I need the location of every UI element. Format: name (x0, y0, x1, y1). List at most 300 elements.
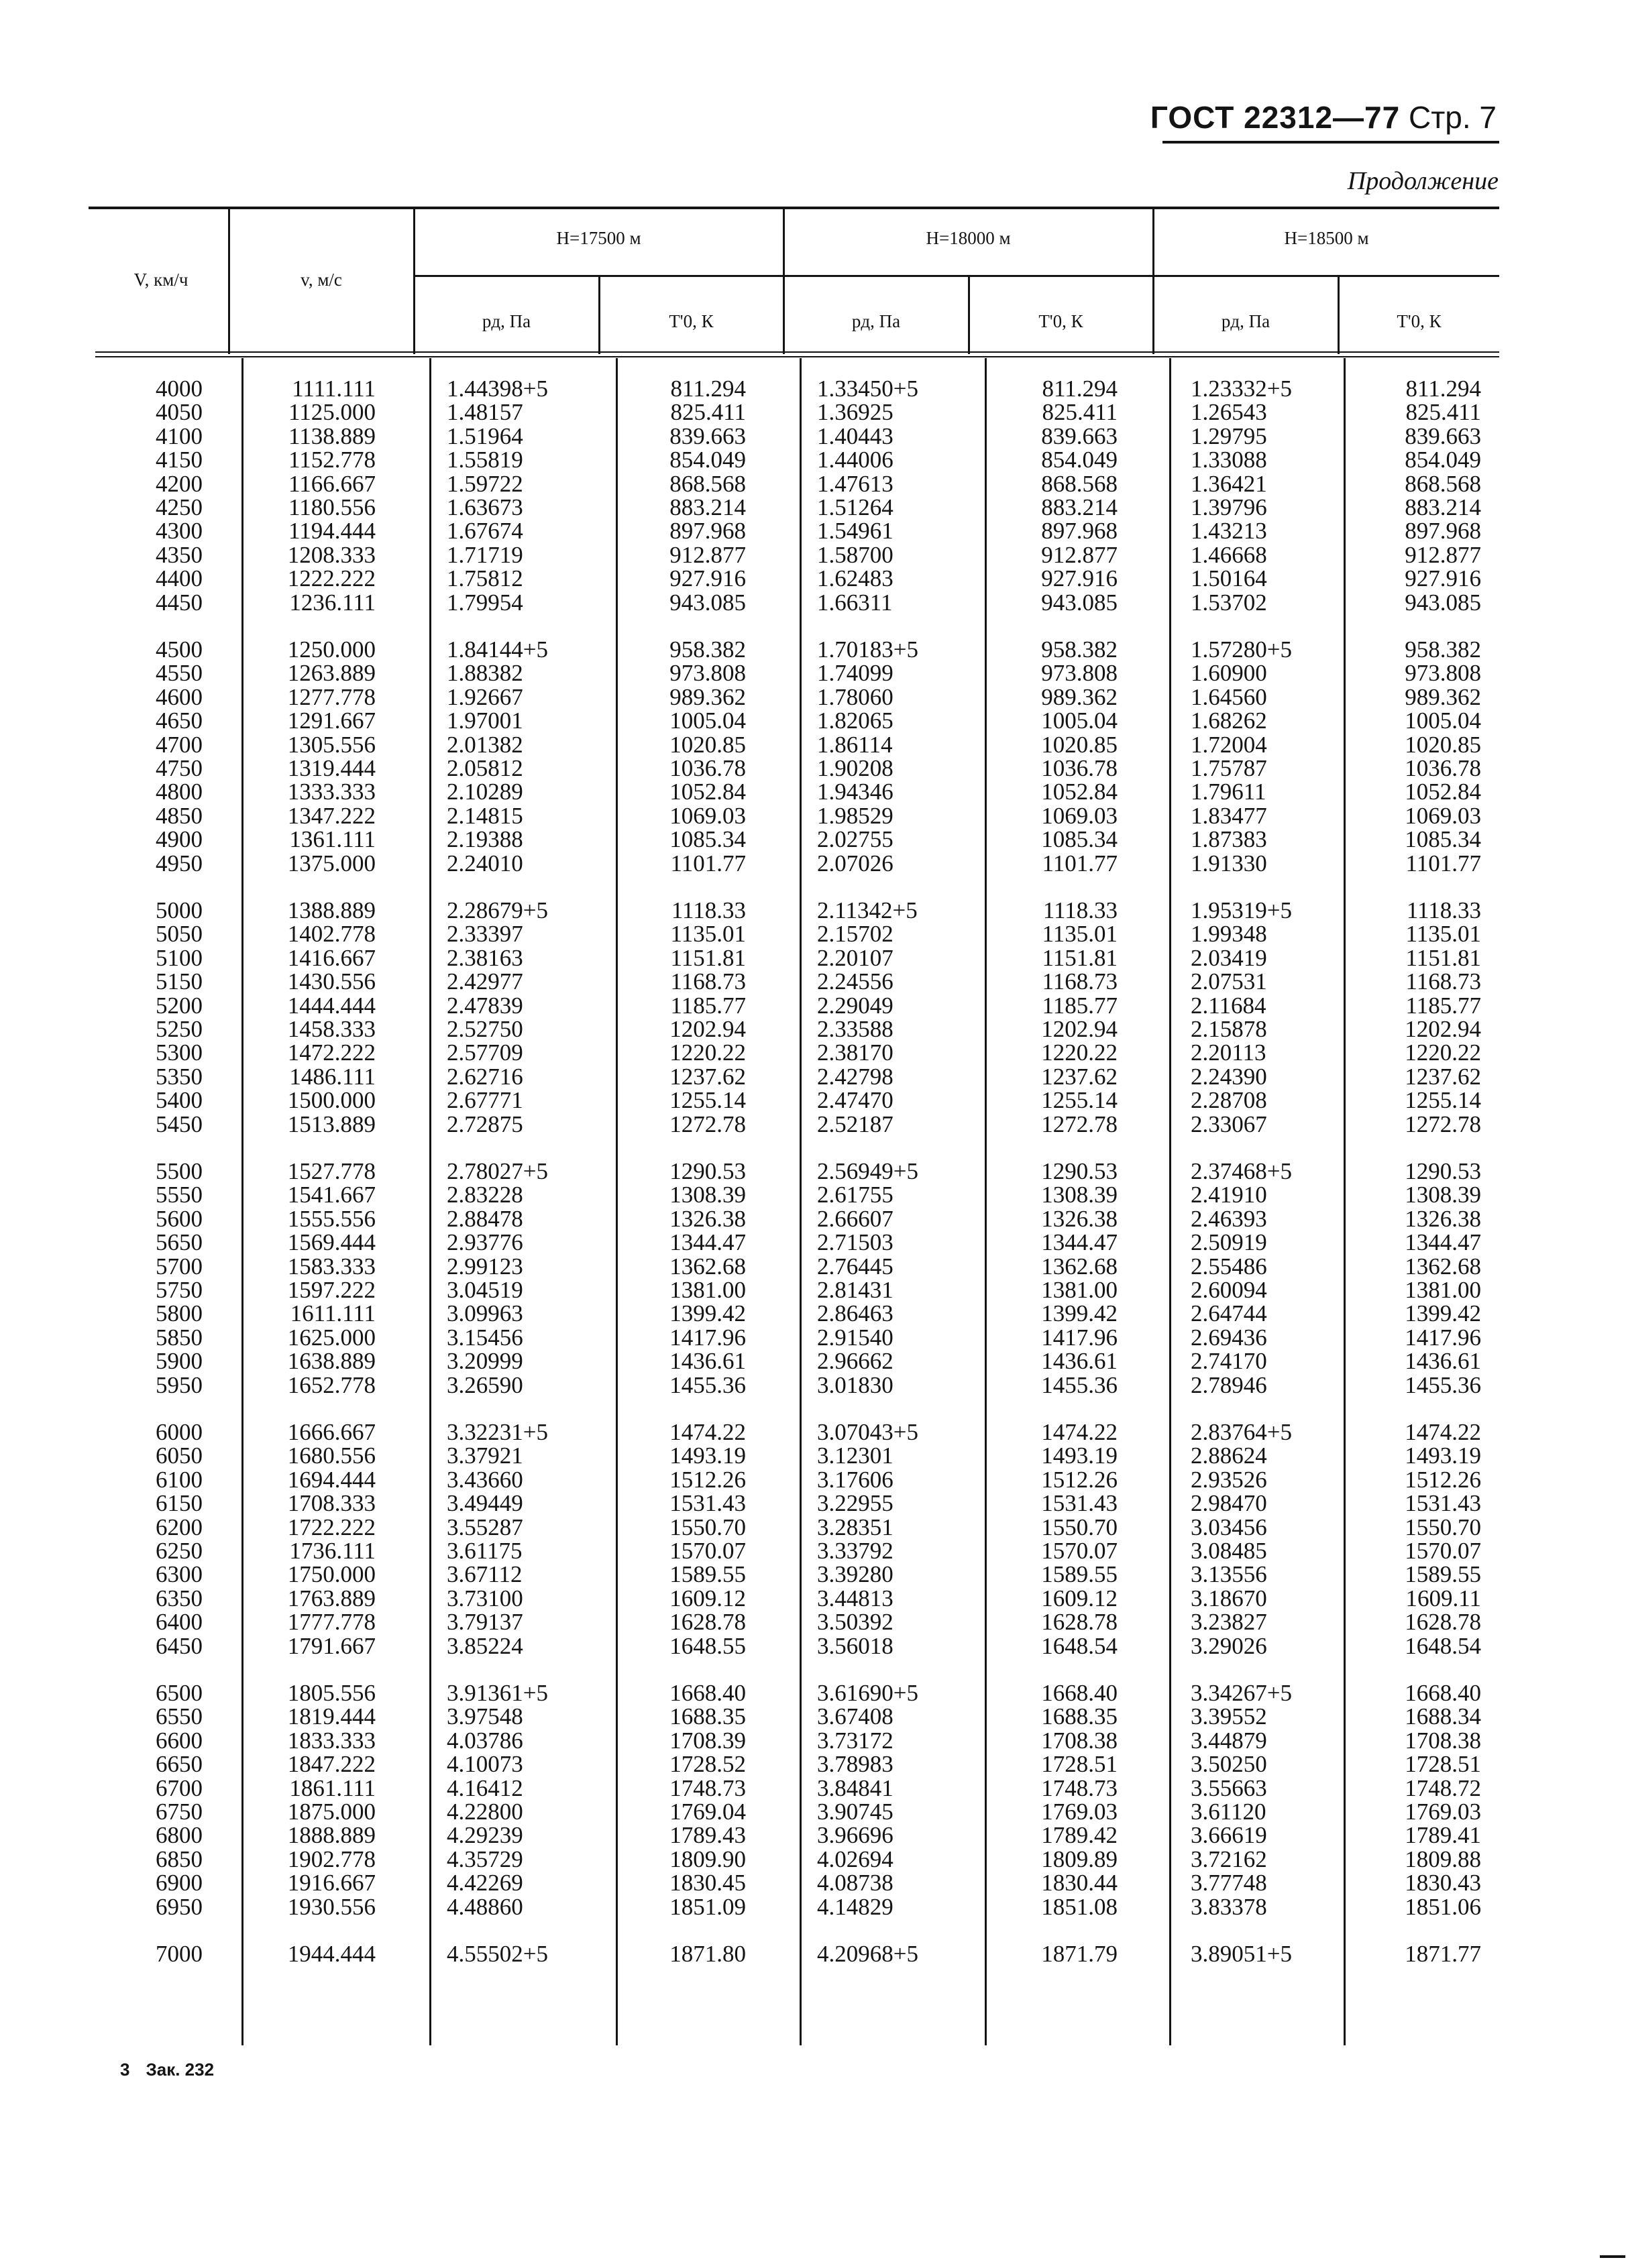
temp-18500-cell: 854.049 (1405, 447, 1481, 473)
pressure-17500-cell: 3.20999 (447, 1348, 523, 1375)
pressure-17500-cell: 2.62716 (447, 1063, 523, 1090)
temp-17500-cell: 1455.36 (669, 1371, 746, 1398)
speed-ms-cell: 1777.778 (287, 1609, 376, 1636)
speed-ms-cell: 1722.222 (287, 1514, 376, 1540)
pressure-18000-cell: 3.96696 (817, 1822, 893, 1849)
temp-18000-cell: 1036.78 (1041, 755, 1118, 781)
speed-kmh-cell: 4300 (156, 518, 203, 545)
page-header (1150, 99, 1497, 135)
pressure-18500-cell: 2.93526 (1191, 1466, 1267, 1493)
temp-18000-cell: 943.085 (1041, 589, 1118, 616)
temp-18500-cell: 973.808 (1405, 660, 1481, 687)
pressure-18000-cell: 3.07043+5 (817, 1419, 918, 1445)
temp-17500-cell: 1789.43 (669, 1822, 746, 1849)
speed-kmh-cell: 6700 (156, 1774, 203, 1801)
speed-ms-cell: 1194.444 (288, 518, 376, 545)
speed-ms-cell: 1125.000 (288, 399, 376, 426)
pressure-17500-cell: 1.55819 (447, 447, 523, 473)
col-header-p3: pд, Па (1221, 311, 1270, 331)
pressure-17500-cell: 4.03786 (447, 1727, 523, 1754)
temp-17500-cell: 1728.52 (669, 1751, 746, 1778)
pressure-17500-cell: 4.35729 (447, 1846, 523, 1872)
pressure-17500-cell: 3.09963 (447, 1300, 523, 1327)
pressure-17500-cell: 3.55287 (447, 1514, 523, 1540)
pressure-17500-cell: 2.57709 (447, 1039, 523, 1066)
pressure-17500-cell: 1.75812 (447, 565, 523, 592)
speed-kmh-cell: 4050 (156, 399, 203, 426)
temp-18000-cell: 1628.78 (1041, 1609, 1118, 1636)
table-row (0, 1491, 1626, 1515)
pressure-18500-cell: 1.29795 (1191, 422, 1267, 449)
temp-18000-cell: 854.049 (1041, 447, 1118, 473)
speed-ms-cell: 1347.222 (287, 802, 376, 829)
col-header-ms: v, м/с (301, 270, 342, 290)
speed-kmh-cell: 4200 (156, 470, 203, 497)
speed-kmh-cell: 6050 (156, 1442, 203, 1469)
pressure-18000-cell: 2.11342+5 (817, 897, 918, 923)
pressure-17500-cell: 4.22800 (447, 1799, 523, 1825)
speed-ms-cell: 1833.333 (287, 1727, 376, 1754)
pressure-18500-cell: 1.26543 (1191, 399, 1267, 426)
table-row (0, 519, 1626, 543)
table-row (0, 1895, 1626, 1919)
pressure-18500-cell: 1.91330 (1191, 850, 1267, 876)
pressure-18500-cell: 2.60094 (1191, 1277, 1267, 1303)
speed-ms-cell: 1750.000 (287, 1561, 376, 1588)
temp-18000-cell: 1255.14 (1041, 1087, 1118, 1114)
group-header-rule (415, 275, 1499, 277)
pressure-17500-cell: 2.42977 (447, 968, 523, 995)
temp-18500-cell: 1308.39 (1405, 1182, 1481, 1208)
pressure-17500-cell: 2.72875 (447, 1111, 523, 1137)
speed-ms-cell: 1555.556 (287, 1205, 376, 1232)
temp-17500-cell: 1308.39 (669, 1182, 746, 1208)
table-row (0, 567, 1626, 590)
speed-ms-cell: 1916.667 (287, 1870, 376, 1896)
temp-18500-cell: 1020.85 (1405, 731, 1481, 758)
pressure-18500-cell: 3.50250 (1191, 1751, 1267, 1778)
temp-18000-cell: 989.362 (1041, 683, 1118, 710)
temp-17500-cell: 1255.14 (669, 1087, 746, 1114)
speed-ms-cell: 1875.000 (287, 1799, 376, 1825)
pressure-18000-cell: 3.67408 (817, 1703, 893, 1730)
temp-18500-cell: 1255.14 (1405, 1087, 1481, 1114)
speed-kmh-cell: 4350 (156, 541, 203, 568)
temp-18000-cell: 1474.22 (1041, 1419, 1118, 1445)
header-bottom-rule-2 (95, 356, 1499, 357)
col-header-t3: T'0, К (1397, 311, 1442, 331)
pressure-18500-cell: 2.50919 (1191, 1229, 1267, 1256)
table-row (0, 1207, 1626, 1231)
sheet-number: 3 (120, 2059, 130, 2080)
temp-18000-cell: 825.411 (1042, 399, 1118, 426)
pressure-18000-cell: 1.33450+5 (817, 376, 918, 402)
pressure-17500-cell: 1.84144+5 (447, 636, 548, 663)
pressure-17500-cell: 2.52750 (447, 1016, 523, 1042)
pressure-18500-cell: 2.64744 (1191, 1300, 1267, 1327)
speed-ms-cell: 1666.667 (287, 1419, 376, 1445)
temp-17500-cell: 1052.84 (669, 779, 746, 805)
pressure-18500-cell: 3.34267+5 (1191, 1680, 1292, 1706)
speed-ms-cell: 1277.778 (287, 683, 376, 710)
temp-18000-cell: 1168.73 (1042, 968, 1118, 995)
header-rule-v5 (598, 276, 600, 354)
speed-kmh-cell: 5700 (156, 1253, 203, 1280)
speed-ms-cell: 1625.000 (287, 1324, 376, 1351)
temp-17500-cell: 1688.35 (669, 1703, 746, 1730)
speed-kmh-cell: 4600 (156, 683, 203, 710)
table-row (0, 1183, 1626, 1206)
temp-18500-cell: 1290.53 (1405, 1158, 1481, 1184)
pressure-17500-cell: 3.97548 (447, 1703, 523, 1730)
standard-number: ГОСТ 22312—77 (1150, 100, 1401, 135)
pressure-18000-cell: 1.62483 (817, 565, 893, 592)
pressure-18500-cell: 3.39552 (1191, 1703, 1267, 1730)
temp-17500-cell: 825.411 (670, 399, 746, 426)
temp-18000-cell: 927.916 (1041, 565, 1118, 592)
table-row (0, 496, 1626, 519)
pressure-18000-cell: 3.90745 (817, 1799, 893, 1825)
temp-18500-cell: 1648.54 (1405, 1632, 1481, 1659)
pressure-18500-cell: 2.37468+5 (1191, 1158, 1292, 1184)
temp-18500-cell: 825.411 (1405, 399, 1481, 426)
temp-17500-cell: 1648.55 (669, 1632, 746, 1659)
pressure-18500-cell: 1.57280+5 (1191, 636, 1292, 663)
temp-17500-cell: 883.214 (669, 494, 746, 520)
temp-18000-cell: 1118.33 (1042, 897, 1118, 923)
pressure-18500-cell: 1.39796 (1191, 494, 1267, 520)
speed-ms-cell: 1402.778 (287, 921, 376, 948)
temp-18000-cell: 1688.35 (1041, 1703, 1118, 1730)
pressure-17500-cell: 4.48860 (447, 1893, 523, 1920)
temp-17500-cell: 811.294 (670, 376, 746, 402)
temp-18000-cell: 1809.89 (1041, 1846, 1118, 1872)
temp-18000-cell: 1399.42 (1041, 1300, 1118, 1327)
continuation-label: Продолжение (1347, 167, 1499, 195)
pressure-17500-cell: 3.79137 (447, 1609, 523, 1636)
table-row (0, 709, 1626, 732)
speed-ms-cell: 1763.889 (287, 1585, 376, 1611)
pressure-18000-cell: 2.52187 (817, 1111, 893, 1137)
speed-kmh-cell: 6250 (156, 1538, 203, 1564)
temp-18500-cell: 943.085 (1405, 589, 1481, 616)
pressure-18000-cell: 4.20968+5 (817, 1941, 918, 1967)
group-header-17500: H=17500 м (556, 228, 641, 248)
pressure-17500-cell: 1.71719 (447, 541, 523, 568)
temp-18000-cell: 1728.51 (1041, 1751, 1118, 1778)
pressure-18500-cell: 2.11684 (1191, 992, 1266, 1019)
speed-kmh-cell: 4550 (156, 660, 203, 687)
temp-18500-cell: 958.382 (1405, 636, 1481, 663)
temp-18000-cell: 811.294 (1042, 376, 1118, 402)
pressure-17500-cell: 2.99123 (447, 1253, 523, 1280)
temp-18000-cell: 1326.38 (1041, 1205, 1118, 1232)
pressure-17500-cell: 4.42269 (447, 1870, 523, 1896)
pressure-18500-cell: 2.88624 (1191, 1442, 1267, 1469)
speed-kmh-cell: 5300 (156, 1039, 203, 1066)
temp-17500-cell: 1202.94 (669, 1016, 746, 1042)
pressure-18500-cell: 1.60900 (1191, 660, 1267, 687)
header-rule (1162, 141, 1499, 144)
table-row (0, 1302, 1626, 1325)
temp-18000-cell: 1101.77 (1042, 850, 1118, 876)
temp-18000-cell: 1272.78 (1041, 1111, 1118, 1137)
speed-kmh-cell: 5850 (156, 1324, 203, 1351)
temp-18500-cell: 1344.47 (1405, 1229, 1481, 1256)
temp-18500-cell: 1609.11 (1405, 1585, 1481, 1611)
temp-17500-cell: 1135.01 (670, 921, 746, 948)
temp-18500-cell: 1474.22 (1405, 1419, 1481, 1445)
speed-ms-cell: 1680.556 (287, 1442, 376, 1469)
temp-18500-cell: 1570.07 (1405, 1538, 1481, 1564)
temp-17500-cell: 1550.70 (669, 1514, 746, 1540)
pressure-18500-cell: 2.07531 (1191, 968, 1267, 995)
temp-18500-cell: 1748.72 (1405, 1774, 1481, 1801)
col-header-t2: T'0, К (1038, 311, 1083, 331)
table-row (0, 1705, 1626, 1728)
temp-17500-cell: 1168.73 (670, 968, 746, 995)
speed-kmh-cell: 5950 (156, 1371, 203, 1398)
temp-17500-cell: 1809.90 (669, 1846, 746, 1872)
table-row (0, 685, 1626, 709)
temp-17500-cell: 1362.68 (669, 1253, 746, 1280)
header-rule-v2 (413, 208, 415, 354)
temp-18000-cell: 1789.42 (1041, 1822, 1118, 1849)
table-row (0, 1420, 1626, 1444)
temp-17500-cell: 1436.61 (669, 1348, 746, 1375)
pressure-18000-cell: 3.33792 (817, 1538, 893, 1564)
temp-17500-cell: 1399.42 (669, 1300, 746, 1327)
pressure-18500-cell: 3.03456 (1191, 1514, 1267, 1540)
pressure-18000-cell: 3.50392 (817, 1609, 893, 1636)
speed-ms-cell: 1222.222 (287, 565, 376, 592)
speed-kmh-cell: 6100 (156, 1466, 203, 1493)
speed-kmh-cell: 4950 (156, 850, 203, 876)
temp-17500-cell: 1851.09 (669, 1893, 746, 1920)
temp-17500-cell: 958.382 (669, 636, 746, 663)
speed-ms-cell: 1888.889 (287, 1822, 376, 1849)
temp-18000-cell: 1455.36 (1041, 1371, 1118, 1398)
speed-ms-cell: 1333.333 (287, 779, 376, 805)
temp-18000-cell: 1135.01 (1042, 921, 1118, 948)
speed-ms-cell: 1694.444 (287, 1466, 376, 1493)
pressure-18500-cell: 3.55663 (1191, 1774, 1267, 1801)
pressure-18000-cell: 3.44813 (817, 1585, 893, 1611)
speed-kmh-cell: 5600 (156, 1205, 203, 1232)
table-row (0, 828, 1626, 851)
pressure-17500-cell: 1.79954 (447, 589, 523, 616)
temp-18000-cell: 1748.73 (1041, 1774, 1118, 1801)
pressure-17500-cell: 3.32231+5 (447, 1419, 548, 1445)
temp-17500-cell: 1748.73 (669, 1774, 746, 1801)
speed-ms-cell: 1791.667 (287, 1632, 376, 1659)
table-row (0, 1113, 1626, 1136)
table-row (0, 1444, 1626, 1467)
pressure-17500-cell: 2.28679+5 (447, 897, 548, 923)
col-header-p2: pд, Па (851, 311, 901, 331)
table-row (0, 661, 1626, 685)
temp-18000-cell: 1220.22 (1041, 1039, 1118, 1066)
table-row (0, 448, 1626, 471)
pressure-17500-cell: 1.51964 (447, 422, 523, 449)
pressure-17500-cell: 3.15456 (447, 1324, 523, 1351)
pressure-17500-cell: 3.04519 (447, 1277, 523, 1303)
pressure-17500-cell: 2.10289 (447, 779, 523, 805)
temp-17500-cell: 1609.12 (669, 1585, 746, 1611)
temp-17500-cell: 989.362 (669, 683, 746, 710)
speed-kmh-cell: 5550 (156, 1182, 203, 1208)
pressure-18000-cell: 2.71503 (817, 1229, 893, 1256)
pressure-17500-cell: 3.73100 (447, 1585, 523, 1611)
speed-ms-cell: 1458.333 (287, 1016, 376, 1042)
pressure-18000-cell: 3.84841 (817, 1774, 893, 1801)
table-row (0, 1065, 1626, 1088)
speed-ms-cell: 1944.444 (287, 1941, 376, 1967)
pressure-18500-cell: 1.64560 (1191, 683, 1267, 710)
col-header-kmh: V, км/ч (133, 270, 188, 290)
speed-ms-cell: 1291.667 (287, 707, 376, 734)
table-row (0, 1634, 1626, 1658)
pressure-18500-cell: 1.36421 (1191, 470, 1267, 497)
pressure-18000-cell: 1.51264 (817, 494, 893, 520)
pressure-18500-cell: 2.15878 (1191, 1016, 1267, 1042)
speed-ms-cell: 1902.778 (287, 1846, 376, 1872)
temp-18500-cell: 1436.61 (1405, 1348, 1481, 1375)
temp-17500-cell: 1344.47 (669, 1229, 746, 1256)
pressure-17500-cell: 2.78027+5 (447, 1158, 548, 1184)
temp-17500-cell: 1085.34 (669, 826, 746, 853)
pressure-18500-cell: 3.72162 (1191, 1846, 1267, 1872)
table-row (0, 946, 1626, 970)
speed-kmh-cell: 6300 (156, 1561, 203, 1588)
pressure-17500-cell: 1.59722 (447, 470, 523, 497)
pressure-18500-cell: 2.03419 (1191, 944, 1267, 971)
pressure-18000-cell: 3.78983 (817, 1751, 893, 1778)
temp-18500-cell: 1052.84 (1405, 779, 1481, 805)
speed-ms-cell: 1638.889 (287, 1348, 376, 1375)
temp-18000-cell: 1550.70 (1041, 1514, 1118, 1540)
speed-ms-cell: 1486.111 (289, 1063, 376, 1090)
pressure-18500-cell: 1.23332+5 (1191, 376, 1292, 402)
pressure-17500-cell: 2.14815 (447, 802, 523, 829)
temp-17500-cell: 1185.77 (670, 992, 746, 1019)
speed-kmh-cell: 4250 (156, 494, 203, 520)
temp-18500-cell: 912.877 (1405, 541, 1481, 568)
speed-ms-cell: 1847.222 (287, 1751, 376, 1778)
temp-17500-cell: 1668.40 (669, 1680, 746, 1706)
temp-17500-cell: 1871.80 (669, 1941, 746, 1967)
temp-18500-cell: 1168.73 (1405, 968, 1481, 995)
table-row (0, 994, 1626, 1017)
temp-17500-cell: 1118.33 (671, 897, 746, 923)
temp-17500-cell: 1493.19 (669, 1442, 746, 1469)
pressure-18000-cell: 2.24556 (817, 968, 893, 995)
temp-17500-cell: 1272.78 (669, 1111, 746, 1137)
temp-17500-cell: 1381.00 (669, 1277, 746, 1303)
pressure-17500-cell: 2.05812 (447, 755, 523, 781)
pressure-18000-cell: 1.36925 (817, 399, 893, 426)
temp-18500-cell: 1417.96 (1405, 1324, 1481, 1351)
speed-ms-cell: 1361.111 (289, 826, 376, 853)
col-header-t1: T'0, К (669, 311, 714, 331)
speed-ms-cell: 1388.889 (287, 897, 376, 923)
pressure-17500-cell: 1.63673 (447, 494, 523, 520)
bottom-mark (1600, 2255, 1625, 2258)
temp-17500-cell: 1830.45 (669, 1870, 746, 1896)
table-row (0, 733, 1626, 756)
temp-18500-cell: 1381.00 (1405, 1277, 1481, 1303)
temp-17500-cell: 1220.22 (669, 1039, 746, 1066)
temp-18000-cell: 1290.53 (1041, 1158, 1118, 1184)
table-row (0, 1373, 1626, 1397)
temp-18500-cell: 1871.77 (1405, 1941, 1481, 1967)
speed-kmh-cell: 4400 (156, 565, 203, 592)
table-row (0, 1159, 1626, 1183)
pressure-18500-cell: 2.83764+5 (1191, 1419, 1292, 1445)
pressure-18000-cell: 2.96662 (817, 1348, 893, 1375)
temp-17500-cell: 943.085 (669, 589, 746, 616)
table-row (0, 1017, 1626, 1041)
speed-ms-cell: 1250.000 (287, 636, 376, 663)
speed-ms-cell: 1652.778 (287, 1371, 376, 1398)
temp-18500-cell: 1830.43 (1405, 1870, 1481, 1896)
pressure-18500-cell: 2.41910 (1191, 1182, 1267, 1208)
pressure-18000-cell: 2.47470 (817, 1087, 893, 1114)
table-row (0, 1278, 1626, 1302)
speed-kmh-cell: 6400 (156, 1609, 203, 1636)
table-row (0, 377, 1626, 400)
temp-17500-cell: 1474.22 (669, 1419, 746, 1445)
table-row (0, 424, 1626, 448)
pressure-18500-cell: 3.13556 (1191, 1561, 1267, 1588)
table-row (0, 638, 1626, 661)
pressure-18000-cell: 3.28351 (817, 1514, 893, 1540)
temp-18000-cell: 1020.85 (1041, 731, 1118, 758)
temp-17500-cell: 1020.85 (669, 731, 746, 758)
pressure-18500-cell: 3.83378 (1191, 1893, 1267, 1920)
pressure-17500-cell: 2.93776 (447, 1229, 523, 1256)
temp-18000-cell: 958.382 (1041, 636, 1118, 663)
pressure-17500-cell: 2.19388 (447, 826, 523, 853)
pressure-18000-cell: 2.33588 (817, 1016, 893, 1042)
temp-18500-cell: 1769.03 (1405, 1799, 1481, 1825)
pressure-18000-cell: 1.86114 (817, 731, 893, 758)
pressure-18500-cell: 1.72004 (1191, 731, 1267, 758)
pressure-17500-cell: 4.29239 (447, 1822, 523, 1849)
pressure-17500-cell: 1.44398+5 (447, 376, 548, 402)
pressure-18000-cell: 2.91540 (817, 1324, 893, 1351)
speed-ms-cell: 1527.778 (287, 1158, 376, 1184)
pressure-18000-cell: 2.56949+5 (817, 1158, 918, 1184)
speed-kmh-cell: 6950 (156, 1893, 203, 1920)
temp-18500-cell: 897.968 (1405, 518, 1481, 545)
pressure-18000-cell: 1.40443 (817, 422, 893, 449)
pressure-18000-cell: 1.90208 (817, 755, 893, 781)
table-row (0, 472, 1626, 496)
header-rule-v7 (1338, 276, 1340, 354)
temp-18000-cell: 1871.79 (1041, 1941, 1118, 1967)
pressure-18000-cell: 1.66311 (817, 589, 893, 616)
temp-18500-cell: 1851.06 (1405, 1893, 1481, 1920)
temp-18500-cell: 868.568 (1405, 470, 1481, 497)
pressure-18500-cell: 2.24390 (1191, 1063, 1267, 1090)
temp-17500-cell: 1512.26 (669, 1466, 746, 1493)
speed-ms-cell: 1416.667 (287, 944, 376, 971)
temp-18500-cell: 1789.41 (1405, 1822, 1481, 1849)
speed-kmh-cell: 6750 (156, 1799, 203, 1825)
pressure-18000-cell: 1.78060 (817, 683, 893, 710)
table-row (0, 970, 1626, 993)
